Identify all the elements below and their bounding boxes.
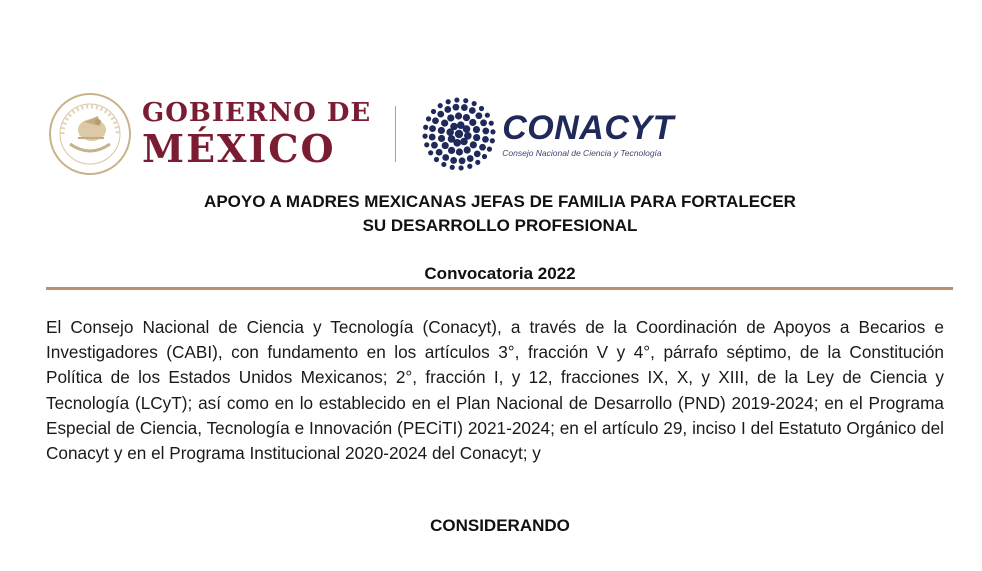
document-title: [48, 190, 952, 238]
mexico-seal-icon: [48, 92, 132, 176]
convocatoria-subtitle: Convocatoria 2022: [424, 264, 576, 283]
conacyt-logo: [422, 97, 674, 171]
title-line-1: APOYO A MADRES MEXICANAS JEFAS DE FAMILIA PARA FORTALECER: [204, 192, 796, 211]
conacyt-dots-icon: [422, 97, 496, 171]
gob-line2: MÉXICO: [142, 126, 336, 171]
conacyt-subtitle: Consejo Nacional de Ciencia y Tecnología: [502, 147, 662, 158]
considerando-heading: CONSIDERANDO: [430, 516, 570, 535]
title-line-2: SU DESARROLLO PROFESIONAL: [362, 216, 638, 235]
gob-line1: GOBIERNO DE: [142, 98, 372, 128]
gobierno-de-mexico-logo: [142, 98, 372, 171]
logo-divider: [395, 106, 396, 162]
document-header: [48, 92, 674, 176]
conacyt-name: CONACYT: [502, 108, 674, 147]
intro-paragraph: El Consejo Nacional de Ciencia y Tecnología (Conacyt), a través de la Coordinación de Apoyos a Becarios e Investigadores (CABI), con fundamento en los artículos 3°, fracción V y 4°, párrafo séptimo, de la Constitución Política de los Estados Unidos Mexicanos; 2°, fracción I, y 12, fracciones IX, X, y XIII, de la Ley de Ciencia y Tecnología (LCyT); así como en lo establecido en el Plan Nacional de Desarrollo (PND) 2019-2024; en el Programa Especial de Ciencia, Tecnología e Innovación (PECiTI) 2021-2024; en el artículo 29, inciso I del Estatuto Orgánico del Conacyt y en el Programa Institucional 2020-2024 del Conacyt; y: [46, 317, 944, 464]
horizontal-rule: [46, 287, 953, 290]
